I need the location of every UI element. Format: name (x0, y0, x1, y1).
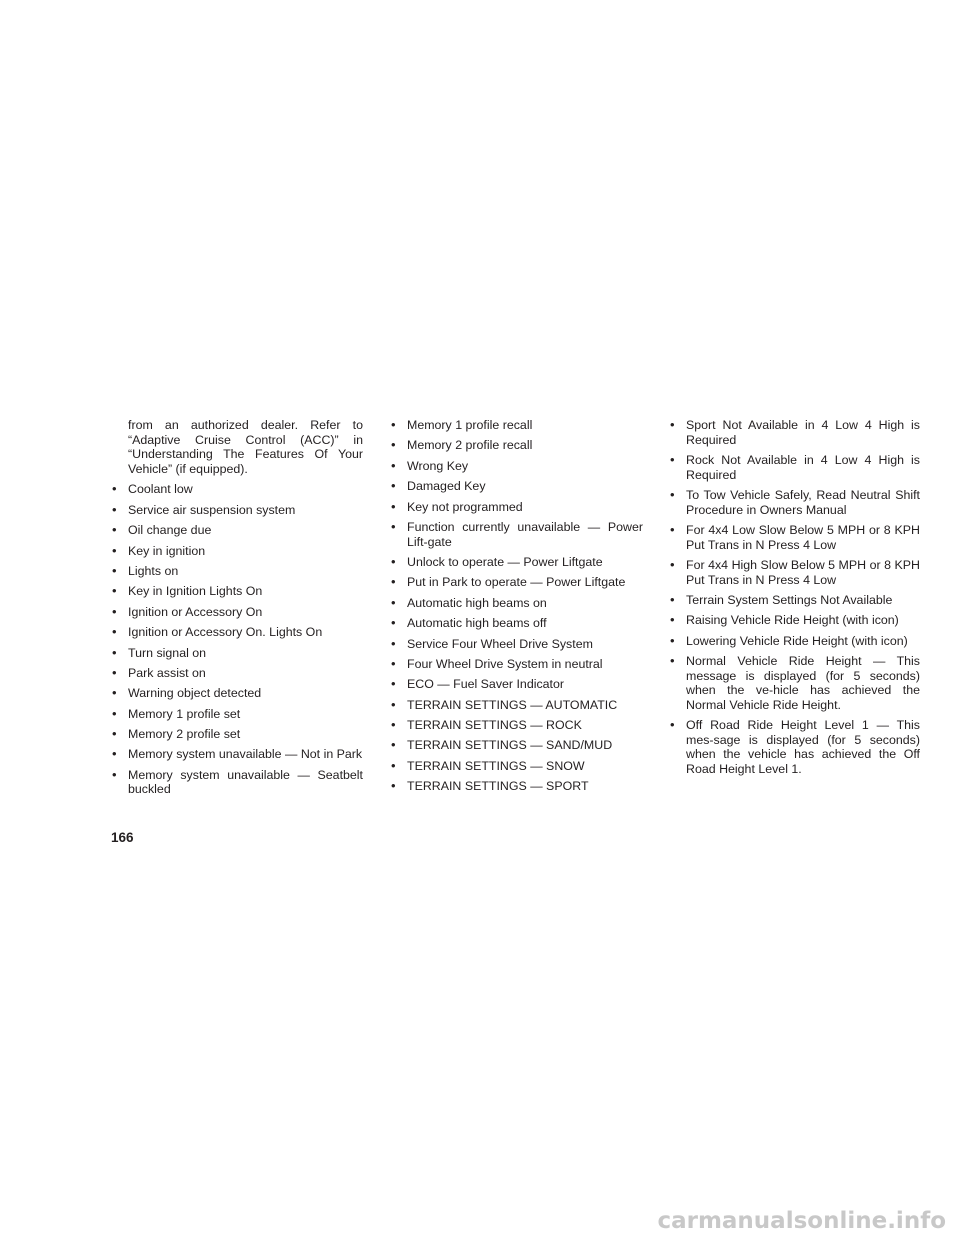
bullet-icon: • (391, 457, 396, 473)
list-item-text: TERRAIN SETTINGS — SPORT (407, 779, 589, 794)
list-item-text: Lights on (128, 563, 179, 578)
bullet-icon: • (112, 542, 117, 558)
list-item (110, 482, 363, 497)
list-item-text: Ignition or Accessory On (128, 604, 263, 619)
list-item (389, 677, 643, 692)
bullet-icon: • (112, 644, 117, 660)
bullet-icon: • (112, 685, 117, 701)
bullet-icon: • (112, 766, 117, 782)
list-item (389, 616, 643, 631)
list-item (110, 727, 363, 742)
list-item-text: Oil change due (128, 523, 212, 538)
bullet-icon: • (112, 603, 117, 619)
list-item-text: Put in Park to operate — Power Liftgate (407, 575, 626, 590)
bullet-icon: • (391, 696, 396, 712)
list-item (668, 718, 920, 776)
bullet-icon: • (112, 726, 117, 742)
list-item-text: TERRAIN SETTINGS — SAND/MUD (407, 738, 613, 753)
list-item (110, 646, 363, 661)
bullet-icon: • (112, 705, 117, 721)
list-item (668, 418, 920, 447)
bullet-icon: • (112, 562, 117, 578)
list-item-text: Memory system unavailable — Seatbelt buckled (128, 767, 363, 797)
bullet-icon: • (112, 664, 117, 680)
list-item (668, 523, 920, 552)
bullet-icon: • (391, 574, 396, 590)
list-item (389, 479, 643, 494)
bullet-icon: • (670, 521, 675, 537)
list-item-text: Four Wheel Drive System in neutral (407, 656, 603, 671)
list-item-text: TERRAIN SETTINGS — AUTOMATIC (407, 697, 618, 712)
list-item (110, 625, 363, 640)
column-left (110, 418, 363, 803)
list-item-text: Memory 1 profile set (128, 706, 241, 721)
list-item-text: Memory 2 profile set (128, 727, 241, 742)
bullet-icon: • (670, 717, 675, 733)
list-item-text: Unlock to operate — Power Liftgate (407, 554, 603, 569)
bullet-icon: • (391, 676, 396, 692)
list-item-text: Service air suspension system (128, 502, 296, 517)
bullet-icon: • (391, 417, 396, 432)
list-item-text: For 4x4 Low Slow Below 5 MPH or 8 KPH Put Trans in N Press 4 Low (686, 522, 920, 552)
bullet-icon: • (670, 451, 675, 467)
bullet-icon: • (112, 746, 117, 762)
bullet-icon: • (391, 615, 396, 631)
message-list-left (110, 482, 363, 797)
bullet-icon: • (391, 757, 396, 773)
list-item (110, 605, 363, 620)
list-item-text: To Tow Vehicle Safely, Read Neutral Shift Procedure in Owners Manual (686, 487, 920, 517)
list-item-text: TERRAIN SETTINGS — SNOW (407, 758, 585, 773)
bullet-icon: • (112, 624, 117, 640)
list-item (389, 438, 643, 453)
list-item-text: Normal Vehicle Ride Height — This message is displayed (for 5 seconds) when the ve-hicle has achieved the Normal Vehicle Ride Height. (686, 654, 920, 712)
list-item (389, 459, 643, 474)
list-item-text: Warning object detected (128, 686, 262, 701)
column-middle (389, 418, 643, 800)
list-item (389, 520, 643, 549)
bullet-icon: • (670, 632, 675, 648)
bullet-icon: • (391, 737, 396, 753)
list-item-text: Off Road Ride Height Level 1 — This mes-sage is displayed (for 5 seconds) when the vehicle has achieved the Off Road Height Level 1. (686, 718, 920, 777)
list-item (110, 564, 363, 579)
list-item (110, 503, 363, 518)
list-item-text: Function currently unavailable — Power Lift-gate (407, 519, 643, 549)
bullet-icon: • (670, 612, 675, 628)
list-item (389, 596, 643, 611)
list-item (668, 634, 920, 649)
bullet-icon: • (670, 591, 675, 607)
list-item-text: For 4x4 High Slow Below 5 MPH or 8 KPH Put Trans in N Press 4 Low (686, 557, 920, 587)
bullet-icon: • (670, 556, 675, 572)
list-item (668, 453, 920, 482)
bullet-icon: • (391, 437, 396, 453)
list-item (110, 768, 363, 797)
list-item-text: Turn signal on (128, 645, 207, 660)
list-item-text: Damaged Key (407, 479, 486, 494)
bullet-icon: • (112, 501, 117, 517)
list-item (668, 488, 920, 517)
list-item-text: Automatic high beams off (407, 616, 547, 631)
bullet-icon: • (670, 653, 675, 669)
list-item-text: Wrong Key (407, 458, 469, 473)
list-item (389, 575, 643, 590)
bullet-icon: • (391, 478, 396, 494)
column-right (668, 418, 920, 782)
list-item-text: Key in ignition (128, 543, 206, 558)
list-item-text: Lowering Vehicle Ride Height (with icon) (686, 633, 908, 648)
list-item-text: Rock Not Available in 4 Low 4 High is Required (686, 452, 920, 482)
list-item-text: Memory system unavailable — Not in Park (128, 747, 363, 762)
list-item (668, 654, 920, 712)
list-item-text: Automatic high beams on (407, 595, 547, 610)
list-item (389, 759, 643, 774)
bullet-icon: • (391, 498, 396, 514)
list-item-text: Park assist on (128, 665, 206, 680)
list-item (389, 500, 643, 515)
bullet-icon: • (670, 486, 675, 502)
message-list-right (668, 418, 920, 777)
list-item (389, 637, 643, 652)
list-item (389, 657, 643, 672)
list-item-text: Raising Vehicle Ride Height (with icon) (686, 613, 899, 628)
list-item (668, 613, 920, 628)
bullet-icon: • (670, 417, 675, 432)
list-item-text: TERRAIN SETTINGS — ROCK (407, 718, 582, 733)
bullet-icon: • (112, 522, 117, 538)
list-item (389, 718, 643, 733)
list-item-text: Coolant low (128, 482, 193, 497)
list-item-text: ECO — Fuel Saver Indicator (407, 677, 565, 692)
list-item-text: Key in Ignition Lights On (128, 584, 263, 599)
list-item (389, 738, 643, 753)
list-item (110, 686, 363, 701)
list-item (110, 666, 363, 681)
bullet-icon: • (391, 635, 396, 651)
bullet-icon: • (391, 553, 396, 569)
list-item (668, 593, 920, 608)
list-item-text: Memory 1 profile recall (407, 418, 533, 432)
list-item (110, 707, 363, 722)
bullet-icon: • (391, 778, 396, 794)
list-item-text: Terrain System Settings Not Available (686, 592, 893, 607)
watermark-text[interactable]: carmanualsonline.info (657, 1208, 946, 1234)
list-item (389, 698, 643, 713)
bullet-icon: • (112, 481, 117, 497)
bullet-icon: • (391, 594, 396, 610)
list-item (110, 523, 363, 538)
list-item-text: Service Four Wheel Drive System (407, 636, 593, 651)
bullet-icon: • (391, 518, 396, 534)
list-item (110, 544, 363, 559)
list-item-text: Ignition or Accessory On. Lights On (128, 625, 323, 640)
list-item (389, 555, 643, 570)
list-item (389, 418, 643, 433)
list-item (110, 747, 363, 762)
bullet-icon: • (391, 717, 396, 733)
continuation-paragraph: from an authorized dealer. Refer to “Adaptive Cruise Control (ACC)” in “Understanding The Features Of Your Vehicle” (if equipped). (128, 418, 363, 476)
list-item-text: Key not programmed (407, 499, 523, 514)
list-item (110, 584, 363, 599)
bullet-icon: • (112, 583, 117, 599)
bullet-icon: • (391, 655, 396, 671)
list-item (668, 558, 920, 587)
list-item (389, 779, 643, 794)
message-list-middle (389, 418, 643, 794)
page-number: 166 (111, 830, 134, 845)
list-item-text: Memory 2 profile recall (407, 438, 533, 453)
list-item-text: Sport Not Available in 4 Low 4 High is Required (686, 418, 920, 447)
